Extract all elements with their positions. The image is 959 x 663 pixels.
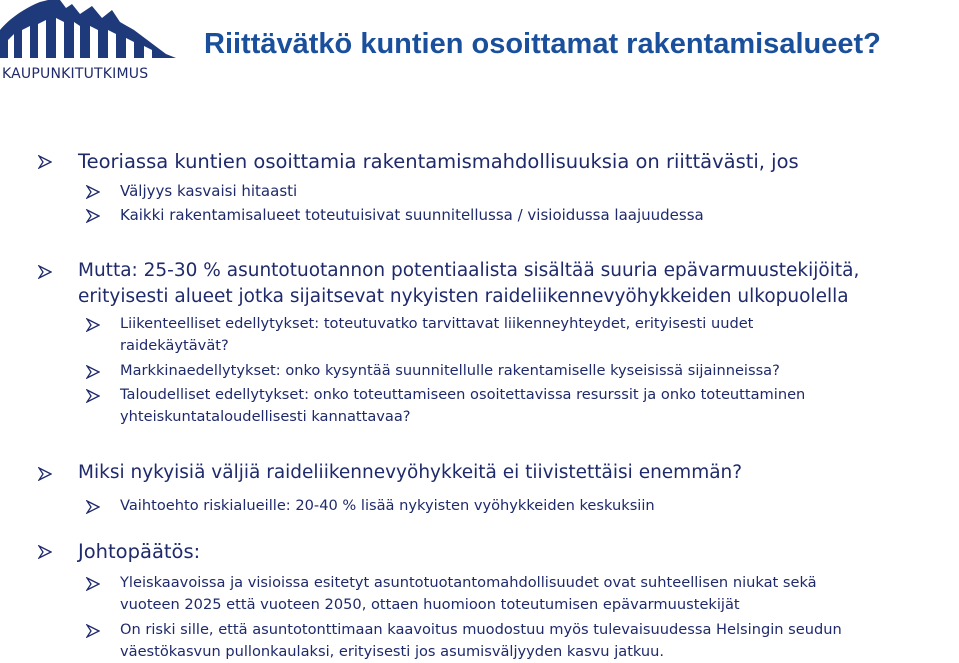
arrow-bullet-icon (86, 500, 100, 514)
arrow-bullet-icon (38, 155, 52, 169)
bullet-however (78, 258, 859, 310)
arrow-bullet-icon (38, 545, 52, 559)
bullet-text-line-1: Yleiskaavoissa ja visioissa esitetyt asuntotuotantomahdollisuudet ovat suhteellisen niukat sekä (120, 574, 817, 591)
bullet-text: Markkinaedellytykset: onko kysyntää suunnitellulle rakentamiselle kyseisissä sijainneissa? (120, 362, 780, 379)
arrow-bullet-icon (86, 209, 100, 223)
bullet-text-line-2: vuoteen 2025 että vuoteen 2050, ottaen huomioon toteutumisen epävarmuustekijät (120, 596, 740, 613)
arrow-bullet-icon (86, 185, 100, 199)
bullet-text-line-1: Taloudelliset edellytykset: onko toteuttamiseen osoitettavissa resurssit ja onko toteuttaminen (120, 386, 806, 403)
bullet-text: Johtopäätös: (78, 540, 201, 563)
bullet-text-line-1: Liikenteelliset edellytykset: toteutuvatko tarvittavat liikenneyhteydet, erityisesti uudet (120, 315, 754, 332)
bullet-text: Väljyys kasvaisi hitaasti (120, 182, 298, 200)
bullet-market (120, 360, 780, 382)
bullet-text-line-1: Mutta: 25-30 % asuntotuotannon potentiaalista sisältää suuria epävarmuustekijöitä, (78, 260, 860, 281)
bullet-alternative (120, 495, 655, 517)
arrow-bullet-icon (86, 577, 100, 591)
arrow-bullet-icon (86, 624, 100, 638)
bullet-theory (78, 148, 799, 175)
logo-text: KAUPUNKITUTKIMUS (2, 66, 149, 82)
bullet-conclusion-sub-1 (120, 572, 817, 616)
bullet-text-line-2: erityisesti alueet jotka sijaitsevat nykyisten raideliikennevyöhykkeiden ulkopuolella (78, 286, 849, 307)
bullet-economic (120, 384, 805, 428)
page-title: Riittävätkö kuntien osoittamat rakentamisalueet? (204, 28, 881, 60)
bullet-text-line-2: väestökasvun pullonkaulaksi, erityisesti jos asumisväljyyden kasvu jatkuu. (120, 643, 665, 660)
bullet-theory-sub-2 (120, 204, 704, 227)
arrow-bullet-icon (86, 365, 100, 379)
bullet-text: Vaihtoehto riskialueille: 20-40 % lisää nykyisten vyöhykkeiden keskuksiin (120, 497, 655, 514)
bullet-text: Kaikki rakentamisalueet toteutuisivat suunnitellussa / visioidussa laajuudessa (120, 206, 704, 224)
bullet-text-line-2: yhteiskuntataloudellisesti kannattavaa? (120, 408, 411, 425)
bullet-conclusion (78, 538, 200, 565)
bullet-theory-sub-1 (120, 180, 297, 203)
arrow-bullet-icon (38, 265, 52, 279)
bullet-traffic (120, 313, 753, 357)
bullet-text: Teoriassa kuntien osoittamia rakentamismahdollisuuksia on riittävästi, jos (78, 150, 799, 173)
logo (0, 0, 180, 90)
city-skyline-logo-icon (0, 0, 180, 70)
bullet-conclusion-sub-2 (120, 619, 842, 663)
bullet-text-line-1: On riski sille, että asuntotonttimaan kaavoitus muodostuu myös tulevaisuudessa Helsingin seudun (120, 621, 842, 638)
bullet-text: Miksi nykyisiä väljiä raideliikennevyöhykkeitä ei tiivistettäisi enemmän? (78, 462, 743, 483)
bullet-why (78, 460, 742, 486)
arrow-bullet-icon (86, 389, 100, 403)
arrow-bullet-icon (38, 467, 52, 481)
bullet-text-line-2: raidekäytävät? (120, 337, 229, 354)
arrow-bullet-icon (86, 318, 100, 332)
